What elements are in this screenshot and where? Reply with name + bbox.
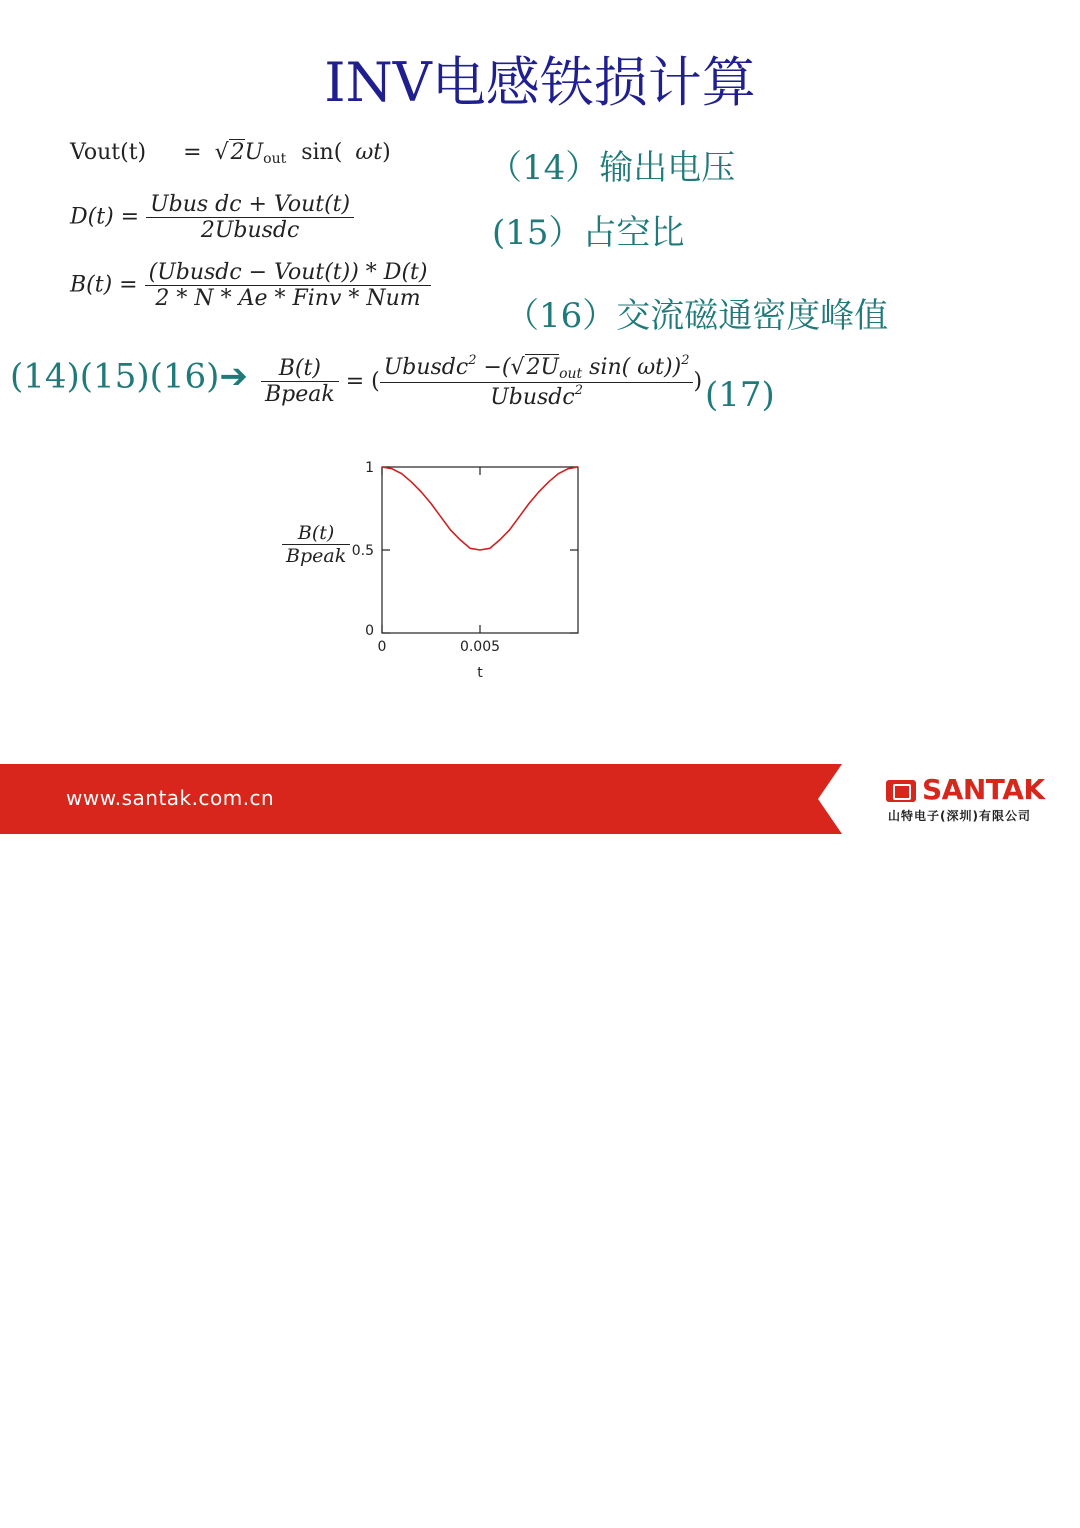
eq15-denominator: 2Ubusdc [200,218,300,243]
footer-url-link[interactable]: www.santak.com.cn [66,786,275,810]
santak-logo-icon [886,780,916,802]
data-point [568,468,569,469]
eq17-rhs-num: Ubusdc$^2$ $-(√2U_{out}$ sin( ωt))$^2$ [380,353,694,383]
x-axis-label: t [477,665,483,681]
x-tick-label: 0.005 [459,639,501,655]
arrow-right-icon: ➔ [219,356,248,397]
x-tick-label: 0 [377,639,387,655]
eq15-lhs: D(t) = [70,204,140,230]
label-17: (17) [705,375,775,415]
eq14-var: U [244,140,264,165]
eq16-numerator: (Ubusdc − Vout(t)) * D(t) [145,260,432,286]
eq14-sub: out [263,151,287,167]
data-point [430,503,431,504]
eq14-arg: ωt [355,140,383,165]
brand-logo-text: SANTAK [922,773,1045,806]
eq17-rhs-fraction [380,353,694,410]
data-point [470,548,471,549]
data-point [401,473,402,474]
y-tick-label: 0.5 [351,543,374,559]
eq17-func: sin( ωt)) [582,355,682,380]
eq17-coef: 2U [526,355,560,380]
data-point [509,529,510,530]
series-line [382,467,578,550]
page-title: INV电感铁损计算 [324,51,756,114]
eq15-numerator: Ubus dc + Vout(t) [146,192,354,218]
y-tick-label: 1 [365,460,374,476]
eq14-func: sin( [301,140,343,165]
line-chart [340,455,600,690]
eq14-close: ) [382,140,391,165]
eq17-num-a: Ubusdc [383,355,469,380]
eq15-fraction [146,192,354,243]
label-15: (15）占空比 [492,213,685,253]
equation-16 [70,260,431,311]
eq16-lhs: B(t) = [70,272,138,298]
equation-14: Vout(t) = $√2U_{out}$ sin( ωt) [70,140,391,167]
eq14-coef: 2 [230,140,245,165]
equation-15 [70,192,354,243]
data-point [421,491,422,492]
data-point [577,466,578,467]
eq17-num-a-sup: 2 [468,353,477,368]
equation-17-row [10,353,702,410]
data-point [548,481,549,482]
data-point [440,516,441,517]
eq17-sub: out [559,366,583,382]
eq14-lhs: Vout(t) [70,140,147,165]
eq17-rhs-den [380,383,694,410]
eq17-lhs-den: Bpeak [264,382,335,407]
eq17-num-b-sup: 2 [681,353,690,368]
chart-ylabel-den: Bpeak [286,545,347,567]
label-14: （14）输出电压 [488,148,736,188]
eq17-close: ) [693,368,703,394]
label-16: （16）交流磁通密度峰值 [505,296,889,336]
chart-ylabel-num: B(t) [282,522,350,545]
eq17-eq: = ( [345,368,380,394]
company-name: 山特电子(深圳)有限公司 [888,809,1031,823]
eq17-lhs-fraction [261,356,339,407]
data-point [381,466,382,467]
data-point [528,503,529,504]
data-point [538,491,539,492]
eq14-eq: = [183,140,202,165]
data-point [391,468,392,469]
eq16-denominator: 2 * N * Ae * Finv * Num [155,286,421,311]
data-point [558,473,559,474]
eq17-prefix: (14)(15)(16) [10,356,220,397]
data-point [519,516,520,517]
data-point [489,548,490,549]
eq17-num-b: −( [476,355,511,380]
data-point [450,529,451,530]
eq16-fraction [145,260,432,311]
data-point [411,481,412,482]
eq17-den-sup: 2 [574,383,583,398]
data-point [479,549,480,550]
y-tick-label: 0 [365,623,374,639]
eq17-den: Ubusdc [490,385,575,410]
eq17-lhs-num: B(t) [261,356,339,382]
data-point [460,539,461,540]
data-point [499,539,500,540]
